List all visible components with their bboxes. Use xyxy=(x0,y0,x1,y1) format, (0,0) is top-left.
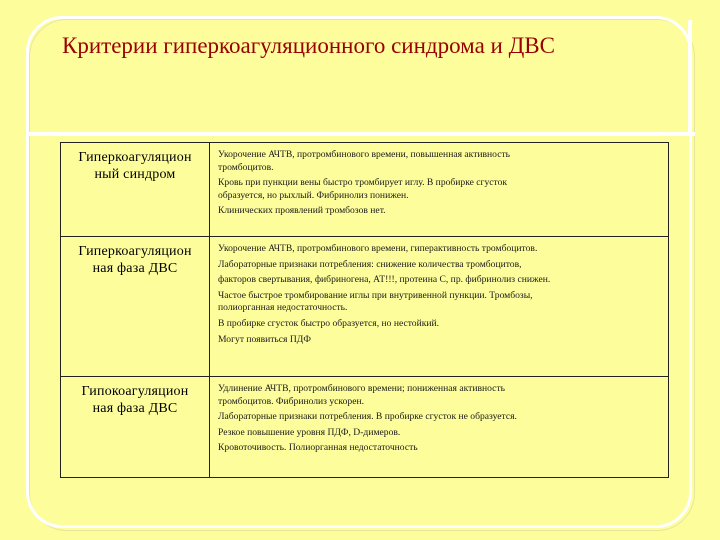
description-line: Кровь при пункции вены быстро тромбирует иглу. В пробирке сгусток xyxy=(218,177,508,189)
phase-label-line: Гиперкоагуляцион xyxy=(78,150,192,165)
title-divider xyxy=(27,132,695,136)
description-cell xyxy=(210,377,669,478)
table-row xyxy=(61,377,669,478)
phase-cell xyxy=(61,143,210,237)
description-line: Укорочение АЧТВ, протромбинового времени, гиперактивность тромбоцитов. xyxy=(218,243,538,254)
phase-label-line: Гипокоагуляцион xyxy=(81,384,189,399)
description-line: Удлинение АЧТВ, протромбинового времени; пониженная активность xyxy=(218,383,506,394)
description-line: тромбоцитов. Фибринолиз ускорен. xyxy=(218,395,364,407)
description-line: Лабораторные признаки потребления. В пробирке сгусток не образуется. xyxy=(218,411,517,423)
slide-title: Критерии гиперкоагуляционного синдрома и ДВС xyxy=(62,33,555,58)
description-cell xyxy=(210,143,669,237)
phase-label-line: Гиперкоагуляцион xyxy=(78,244,192,259)
description-line: полиорганная недостаточность. xyxy=(218,302,348,314)
phase-label-line: ная фаза ДВС xyxy=(92,261,178,276)
description-line: Резкое повышение уровня ПДФ, D-димеров. xyxy=(218,426,401,438)
frame-right-rule xyxy=(688,20,692,136)
table-row xyxy=(61,143,669,237)
table-row xyxy=(61,237,669,377)
phase-cell xyxy=(61,237,210,377)
description-line: Кровоточивость. Полиорганная недостаточность xyxy=(218,442,418,454)
description-line: Клинических проявлений тромбозов нет. xyxy=(218,205,386,217)
description-line: Частое быстрое тромбирование иглы при внутривенной пункции. Тромбозы, xyxy=(218,289,533,301)
description-line: В пробирке сгусток быстро образуется, но нестойкий. xyxy=(218,317,440,329)
phase-cell xyxy=(61,377,210,478)
description-line: факторов свертывания, фибриногена, АТ!!!, протеина С, пр. фибринолиз снижен. xyxy=(218,274,551,286)
description-line: Лабораторные признаки потребления: снижение количества тромбоцитов, xyxy=(218,258,522,270)
description-line: образуется, но рыхлый. Фибринолиз понижен. xyxy=(218,189,409,201)
description-cell xyxy=(210,237,669,377)
description-line: Могут появиться ПДФ xyxy=(218,333,311,345)
phase-label-line: ный синдром xyxy=(94,167,176,182)
description-line: тромбоцитов. xyxy=(218,161,274,173)
description-line: Укорочение АЧТВ, протромбинового времени, повышенная активность xyxy=(218,149,511,160)
criteria-table xyxy=(60,142,669,478)
phase-label-line: ная фаза ДВС xyxy=(92,401,178,416)
